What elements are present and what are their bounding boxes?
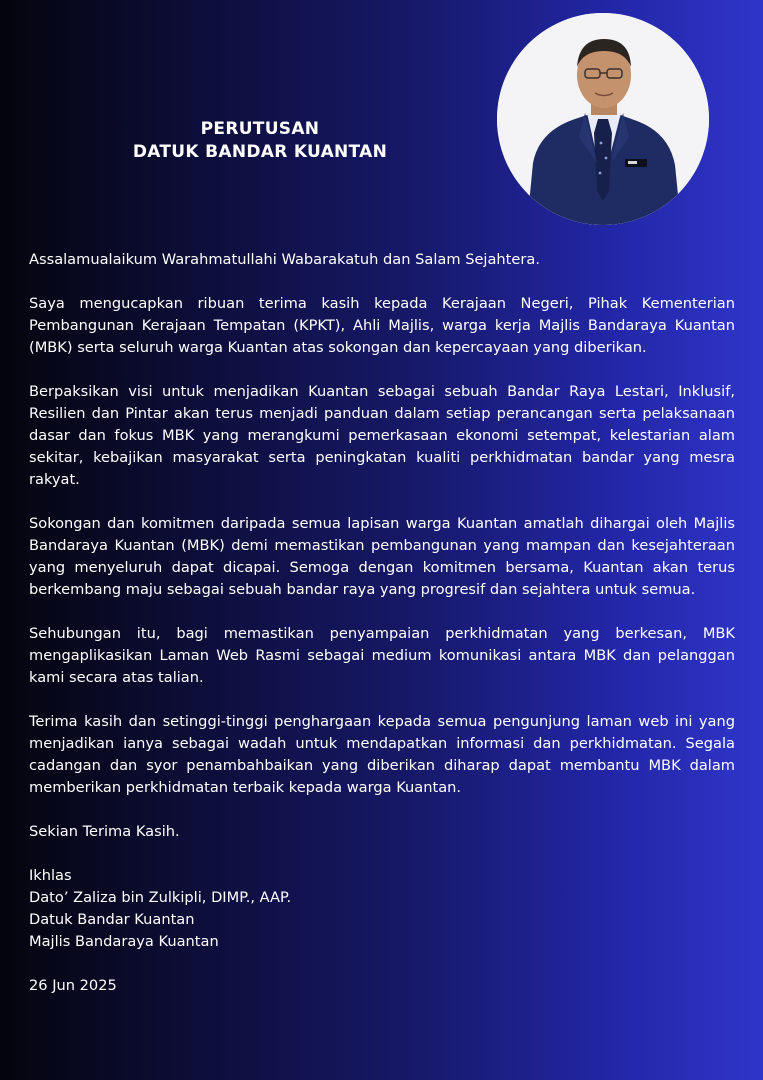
paragraph: Sokongan dan komitmen daripada semua lapisan warga Kuantan amatlah dihargai oleh Majlis Bandaraya Kuantan (MBK) demi memastikan pembangunan yang mampan dan kesejahteraan yang menyeluruh dapat dicapai. Semoga dengan komitmen bersama, Kuantan akan terus berkembang maju sebagai sebuah bandar raya yang progresif dan sejahtera untuk semua. <box>29 515 735 598</box>
sign-off: Ikhlas <box>29 867 72 884</box>
signatory-name: Dato’ Zaliza bin Zulkipli, DIMP., AAP. <box>29 889 292 906</box>
paragraph: Saya mengucapkan ribuan terima kasih kepada Kerajaan Negeri, Pihak Kementerian Pembangunan Kerajaan Tempatan (KPKT), Ahli Majlis, warga kerja Majlis Bandaraya Kuantan (MBK) serta seluruh warga Kuantan atas sokongan dan kepercayaan yang diberikan. <box>29 295 735 356</box>
letter-date: 26 Jun 2025 <box>29 977 117 994</box>
title-line-1: PERUTUSAN <box>200 119 320 139</box>
mayor-portrait <box>497 13 709 225</box>
signatory-position: Datuk Bandar Kuantan <box>29 911 195 928</box>
closing: Sekian Terima Kasih. <box>29 823 180 840</box>
greeting: Assalamualaikum Warahmatullahi Wabarakatuh dan Salam Sejahtera. <box>29 251 540 268</box>
paragraph: Berpaksikan visi untuk menjadikan Kuantan sebagai sebuah Bandar Raya Lestari, Inklusif, Resilien dan Pintar akan terus menjadi panduan dalam setiap perancangan serta pelaksanaan dasar dan fokus MBK yang merangkumi pemerkasaan ekonomi setempat, kelestarian alam sekitar, kebajikan masyarakat serta peningkatan kualiti perkhidmatan bandar yang mesra rakyat. <box>29 383 735 488</box>
person-portrait-icon <box>497 13 709 225</box>
signature-block <box>29 865 735 953</box>
paragraph: Terima kasih dan setinggi-tinggi penghargaan kepada semua pengunjung laman web ini yang menjadikan ianya sebagai wadah untuk mendapatkan informasi dan perkhidmatan. Segala cadangan dan syor penambahbaikan yang diberikan diharap dapat membantu MBK dalam memberikan perkhidmatan terbaik kepada warga Kuantan. <box>29 713 735 796</box>
letter-body <box>29 249 735 997</box>
signatory-organization: Majlis Bandaraya Kuantan <box>29 933 219 950</box>
paragraph: Sehubungan itu, bagi memastikan penyampaian perkhidmatan yang berkesan, MBK mengaplikasikan Laman Web Rasmi sebagai medium komunikasi antara MBK dan pelanggan kami secara atas talian. <box>29 625 735 686</box>
page-title <box>110 118 410 164</box>
title-line-2: DATUK BANDAR KUANTAN <box>132 142 388 162</box>
